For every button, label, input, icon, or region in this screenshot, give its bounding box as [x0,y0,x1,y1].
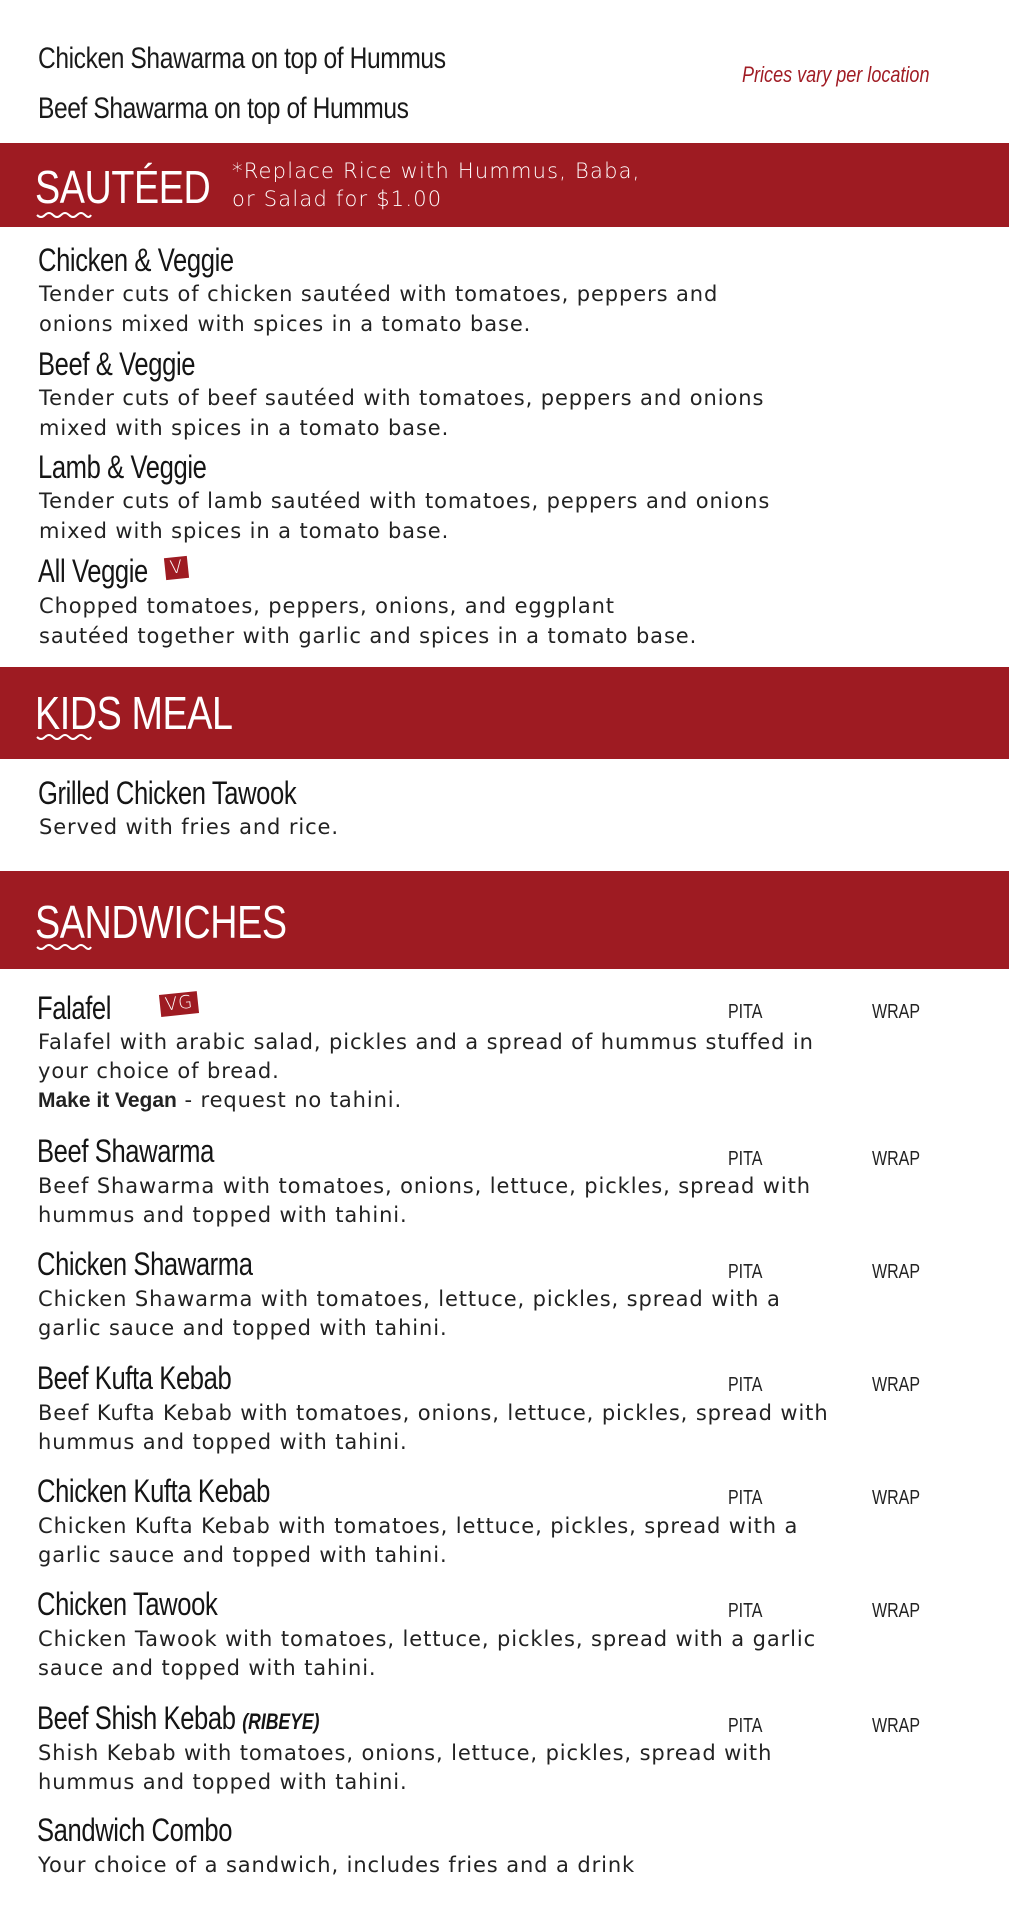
menu-item-name: Beef Kufta Kebab [37,1360,232,1396]
wrap-option-label: WRAP [872,1001,920,1023]
wrap-option-label: WRAP [872,1487,920,1509]
pita-option-label: PITA [728,1715,763,1737]
menu-item-name [37,1700,320,1737]
sauteed-note-line1: *Replace Rice with Hummus, Baba, [232,159,641,183]
squiggle-icon [36,211,92,221]
menu-item-description: your choice of bread. [38,1059,280,1083]
menu-item-qualifier: (RIBEYE) [242,1709,320,1734]
menu-item-name: Chicken & Veggie [38,242,234,278]
menu-item-description: Tender cuts of lamb sautéed with tomatoes, peppers and onions [39,489,771,513]
pita-option-label: PITA [728,1374,763,1396]
pita-option-label: PITA [728,1001,763,1023]
wrap-option-label: WRAP [872,1261,920,1283]
menu-item-description: Beef Kufta Kebab with tomatoes, onions, lettuce, pickles, spread with [38,1401,829,1425]
wrap-option-label: WRAP [872,1715,920,1737]
menu-item-description: garlic sauce and topped with tahini. [38,1316,448,1340]
vegan-note [38,1085,402,1116]
vegan-note-rest: - request no tahini. [176,1088,403,1112]
sauteed-header-band [0,143,1009,227]
menu-item-description: Beef Shawarma with tomatoes, onions, lettuce, pickles, spread with [38,1174,811,1198]
menu-item-description: Chicken Tawook with tomatoes, lettuce, pickles, spread with a garlic [38,1627,817,1651]
prices-note: Prices vary per location [742,62,930,87]
sandwiches-title: SANDWICHES [35,896,287,948]
menu-item-description: Your choice of a sandwich, includes fries and a drink [38,1853,636,1877]
menu-item-name: Chicken Kufta Kebab [37,1473,270,1509]
menu-item-description: Tender cuts of beef sautéed with tomatoes, peppers and onions [39,386,765,410]
menu-item-name: Beef & Veggie [38,346,196,382]
menu-item-description: Chicken Kufta Kebab with tomatoes, lettuce, pickles, spread with a [38,1514,799,1538]
menu-item-name: Falafel [37,990,112,1026]
menu-item-description: Tender cuts of chicken sautéed with tomatoes, peppers and [39,282,719,306]
sandwiches-header-band [0,871,1009,969]
menu-item-description: mixed with spices in a tomato base. [39,519,450,543]
vegan-badge-icon: VG [159,991,199,1017]
menu-item-description: Falafel with arabic salad, pickles and a spread of hummus stuffed in [38,1030,814,1054]
top-item-chicken-shawarma-hummus: Chicken Shawarma on top of Hummus [38,42,446,75]
menu-item-name: Chicken Shawarma [37,1246,253,1282]
wrap-option-label: WRAP [872,1148,920,1170]
pita-option-label: PITA [728,1261,763,1283]
menu-item-description: mixed with spices in a tomato base. [39,416,450,440]
kids-meal-header-band [0,667,1009,759]
menu-item-description: onions mixed with spices in a tomato base. [39,312,532,336]
menu-item-name: All Veggie [38,553,148,589]
menu-item-name: Lamb & Veggie [38,449,207,485]
wrap-option-label: WRAP [872,1374,920,1396]
vegan-note-bold: Make it Vegan [38,1089,177,1112]
sauteed-title: SAUTÉED [35,161,211,213]
menu-item-description: Chopped tomatoes, peppers, onions, and eggplant [39,594,615,618]
wrap-option-label: WRAP [872,1600,920,1622]
menu-item-name-text: Beef Shish Kebab [37,1700,236,1736]
menu-item-name: Grilled Chicken Tawook [38,775,297,811]
menu-item-description: garlic sauce and topped with tahini. [38,1543,448,1567]
squiggle-icon [36,943,92,953]
top-item-beef-shawarma-hummus: Beef Shawarma on top of Hummus [38,92,409,125]
menu-item-description: hummus and topped with tahini. [38,1203,408,1227]
menu-item-description: sauce and topped with tahini. [38,1656,377,1680]
pita-option-label: PITA [728,1148,763,1170]
menu-item-name: Chicken Tawook [37,1586,218,1622]
menu-item-description: sautéed together with garlic and spices in a tomato base. [39,624,698,648]
pita-option-label: PITA [728,1600,763,1622]
sauteed-note-line2: or Salad for $1.00 [232,187,443,211]
menu-item-description: Served with fries and rice. [39,815,339,839]
menu-item-description: hummus and topped with tahini. [38,1770,408,1794]
menu-item-description: Chicken Shawarma with tomatoes, lettuce, pickles, spread with a [38,1287,781,1311]
menu-item-name: Sandwich Combo [37,1812,233,1848]
menu-item-description: Shish Kebab with tomatoes, onions, lettuce, pickles, spread with [38,1741,773,1765]
menu-item-name: Beef Shawarma [37,1133,214,1169]
kids-meal-title: KIDS MEAL [35,687,233,739]
pita-option-label: PITA [728,1487,763,1509]
menu-item-description: hummus and topped with tahini. [38,1430,408,1454]
vegetarian-badge-icon: V [164,556,189,580]
squiggle-icon [36,733,92,743]
